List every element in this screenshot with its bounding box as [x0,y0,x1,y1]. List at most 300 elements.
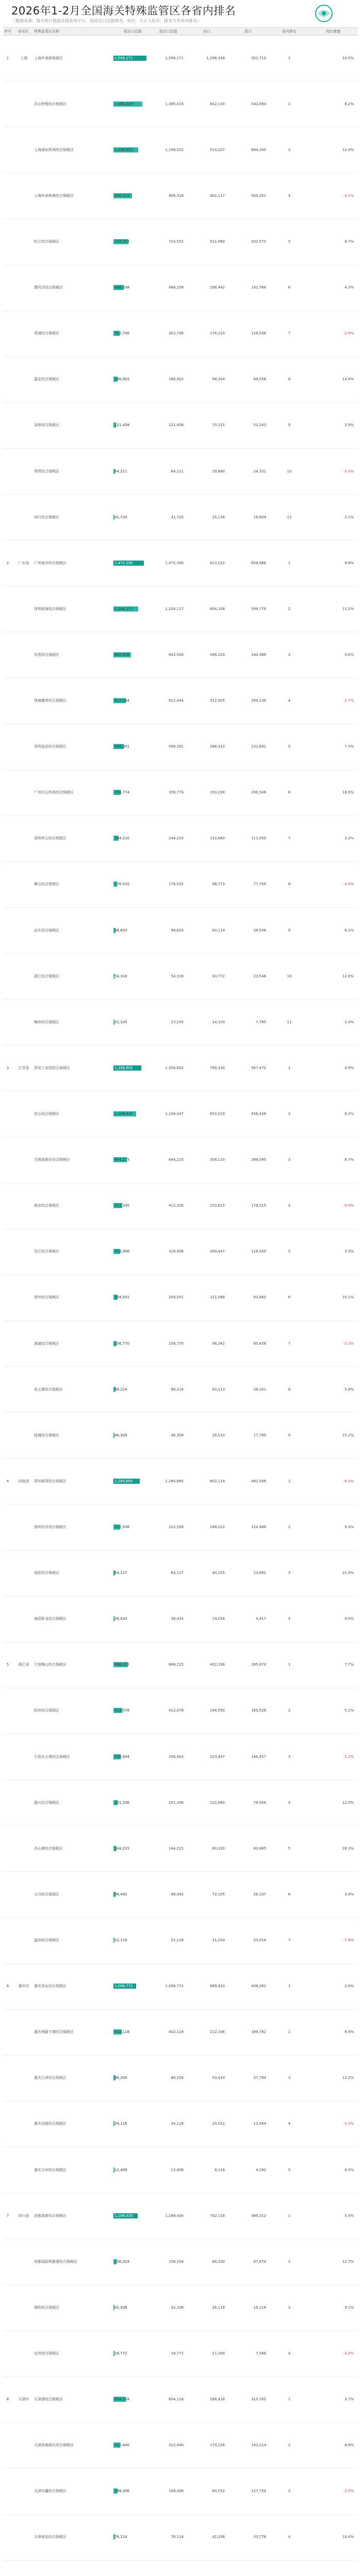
row-zone-name: 湛江综合保税区 [34,974,59,978]
row-total-value: 644,215 [114,1158,129,1162]
row-rank: 6 [288,790,291,795]
table-header [3,27,358,36]
row-export: 842,130 [210,101,225,106]
row-yoy-rate: 18.9% [342,790,354,795]
table-row [3,1963,358,2010]
row-zone-name: 盐城综合保税区 [34,1433,59,1437]
row-import: 83,885 [253,1846,266,1851]
table-row [3,218,358,265]
row-rank: 6 [288,1295,291,1300]
table-row [3,448,358,495]
row-import: 13,564 [253,2122,266,2126]
header-province: 省市区 [18,29,29,33]
row-rank: 1 [288,1065,291,1070]
row-index: 5 [6,1663,9,1667]
table-row [3,35,358,81]
row-export: 1,296,458 [206,56,225,60]
row-export: 28,510 [212,1433,225,1437]
row-import: 344,386 [251,652,266,657]
row-total-value-text: 121,458 [169,423,184,428]
row-rank: 4 [288,1800,291,1805]
row-yoy-rate: -2.8% [343,331,354,336]
table-row [3,1275,358,1321]
row-export: 11,204 [212,2351,225,2355]
row-rank: 7 [288,1341,291,1346]
row-yoy-rate: 6.8% [344,2443,354,2448]
row-zone-name: 南阳卧龙综合保税区 [34,1617,67,1621]
row-import: 146,457 [251,1754,266,1759]
table-row [3,540,358,586]
row-yoy-rate: -1.2% [343,1754,354,1759]
logo-icon [307,3,340,24]
row-total-value-text: 18,772 [171,2351,184,2355]
row-export: 170,226 [210,2443,225,2448]
header-total-value-2: 进出口总值 [159,29,177,33]
row-yoy-rate: 15.2% [342,1433,354,1437]
table-row [3,2193,358,2239]
row-yoy-rate: 6.1% [344,928,354,933]
row-rank: 1 [288,1984,291,1989]
row-total-value: 842,506 [114,652,129,657]
table-row [3,127,358,173]
row-import: 206,546 [251,790,266,795]
row-total-value-text: 34,116 [171,2122,184,2126]
row-rank: 2 [288,1525,291,1530]
row-rank: 7 [288,836,291,841]
row-zone-name: 郑州经开综合保税区 [34,1525,67,1530]
row-import: 126,536 [251,331,266,336]
row-total-value: 176,532 [114,882,129,887]
row-total-value: 12,408 [114,2167,127,2172]
row-zone-name: 松江综合保税区 [34,239,59,244]
row-yoy-rate: 10.5% [342,56,354,60]
row-import: 231,891 [251,744,266,749]
row-total-value-text: 22,105 [171,1020,184,1024]
table-row [3,2147,358,2193]
row-import: 456,428 [251,1112,266,1116]
row-export: 31,204 [212,1938,225,1942]
row-total-value-text: 644,215 [169,1158,184,1162]
row-total-value: 1,385,024 [114,101,133,106]
table-row [3,1642,358,1688]
row-total-value: 498,301 [114,744,129,749]
table-row [3,1183,358,1229]
row-total-value: 22,105 [114,1020,127,1024]
row-total-value-text: 41,720 [171,515,184,519]
table-row [3,816,358,862]
row-import: 315,702 [251,2397,266,2402]
row-yoy-rate: 9.8% [344,561,354,565]
table-row [3,1688,358,1734]
row-total-value-text: 12,408 [171,2167,184,2172]
row-export: 604,338 [210,606,225,611]
row-rank: 4 [288,2351,291,2355]
row-total-value-text: 52,118 [171,1938,184,1942]
row-export: 40,225 [212,1571,225,1575]
row-yoy-rate: -3.3% [343,2122,354,2126]
row-total-value-text: 356,904 [169,1754,184,1759]
row-total-value: 41,720 [114,515,127,519]
row-province: 重庆市 [18,1984,29,1989]
table-row [3,1596,358,1642]
row-zone-name: 舟山港综合保税区 [34,1846,63,1851]
row-export: 813,522 [210,561,225,565]
row-import: 178,515 [251,1204,266,1208]
row-total-value: 64,211 [114,469,127,473]
row-zone-name: 佛山综合保税区 [34,882,59,887]
row-rank: 3 [288,1158,291,1162]
row-yoy-rate: -3.1% [343,193,354,198]
row-total-value: 688,215 [114,1663,129,1667]
row-total-value: 144,215 [114,1846,129,1851]
row-total-value-text: 54,318 [171,974,184,978]
row-import: 124,486 [251,1525,266,1530]
row-zone-name: 成都高新综合保税区 [34,2213,67,2218]
row-yoy-rate: -2.3% [343,1341,354,1346]
table-row [3,402,358,449]
row-import: 37,794 [253,2076,266,2080]
table-row [3,173,358,219]
row-total-value-text: 412,078 [169,1708,184,1713]
row-total-value: 156,204 [114,2259,129,2264]
row-import: 83,463 [253,1295,266,1300]
row-yoy-rate: 5.6% [344,652,354,657]
row-import: 17,799 [253,1433,266,1437]
page-subtitle: （数据来源：海关统计数据在线查询平台，按进出口总值排名，单位：万元人民币，排名为各省内排名） [11,19,201,23]
table-row [3,724,358,770]
row-export: 60,114 [212,928,225,933]
row-total-value: 34,116 [114,2122,127,2126]
row-total-value-text: 144,215 [169,1846,184,1851]
row-province: 广东省 [18,561,29,565]
header-export: 出口 [203,29,210,33]
row-zone-name: 重庆江津综合保税区 [34,2076,67,2080]
table-row [3,2009,358,2056]
row-rank: 1 [288,2213,291,2218]
row-import: 7,568 [255,2351,266,2355]
row-yoy-rate: 4.9% [344,1065,354,1070]
table-row [3,2468,358,2515]
table-row [3,953,358,999]
row-total-value-text: 98,620 [171,928,184,933]
row-total-value: 18,772 [114,2351,127,2355]
row-rank: 3 [288,147,291,152]
row-total-value-text: 204,551 [169,1295,184,1300]
row-total-value: 412,078 [114,1708,129,1713]
row-rank: 1 [288,1663,291,1667]
row-yoy-rate: 2.6% [344,1984,354,1989]
row-rank: 4 [288,699,291,703]
row-total-value-text: 244,210 [169,836,184,841]
row-province: 上海 [20,56,27,60]
row-zone-name: 嘉兴综合保税区 [34,1800,59,1805]
row-total-value-text: 498,301 [169,744,184,749]
row-yoy-rate: 10.1% [342,1295,354,1300]
row-zone-name: 漕河泾综合保税区 [34,285,63,290]
header-province-rank: 省内排名 [282,29,297,33]
table-row [3,632,358,678]
row-rank: 9 [288,928,291,933]
row-rank: 4 [288,193,291,198]
row-yoy-rate: 8.9% [344,2030,354,2035]
row-import: 38,506 [253,928,266,933]
row-total-value: 98,620 [114,928,127,933]
table-row [3,586,358,632]
row-zone-name: 义乌综合保税区 [34,1892,59,1896]
row-total-value-text: 612,044 [169,699,184,703]
row-import: 77,759 [253,882,266,887]
table-row [3,2514,358,2561]
table-row [3,1917,358,1963]
table-row [3,2422,358,2469]
row-export: 402,336 [210,1663,225,1667]
row-zone-name: 广州白云机场综合保税区 [34,790,74,795]
row-total-value: 1,198,552 [114,147,133,152]
row-zone-name: 郑州新郑综合保税区 [34,1479,67,1483]
row-rank: 11 [287,515,292,519]
header-total-value: 进出口总值 [123,29,142,33]
row-zone-name: 重庆西永综合保税区 [34,1984,67,1989]
row-yoy-rate: 6.7% [344,239,354,244]
table-row [3,1045,358,1091]
row-export: 233,815 [210,1204,225,1208]
row-index: 1 [6,56,9,60]
row-yoy-rate: 12.4% [342,147,354,152]
row-total-value-text: 312,440 [169,2443,184,2448]
row-yoy-rate: 3.5% [344,1249,354,1254]
row-import: 142,214 [251,2443,266,2448]
row-yoy-rate: 1.4% [344,1020,354,1024]
row-zone-name: 苏州工业园综合保税区 [34,1065,70,1070]
row-export: 702,118 [210,2213,225,2218]
row-rank: 6 [288,1892,291,1896]
row-total-value-text: 412,330 [169,1204,184,1208]
row-yoy-rate: 9.1% [344,2305,354,2310]
row-rank: 7 [288,1938,291,1942]
row-total-value-text: 98,442 [171,1892,184,1896]
row-rank: 8 [288,882,291,887]
row-total-value-text: 688,215 [169,1663,184,1667]
row-total-value-text: 156,770 [169,1341,184,1346]
row-total-value-text: 176,532 [169,882,184,887]
row-total-value: 724,553 [114,239,129,244]
row-yoy-rate: -5.4% [343,469,354,473]
row-total-value-text: 312,508 [169,1525,184,1530]
row-rank: 2 [288,1112,291,1116]
row-total-value-text: 1,599,171 [165,56,184,60]
row-import: 7,785 [255,1020,266,1024]
table-row [3,861,358,908]
row-zone-name: 重庆两路寸滩综合保税区 [34,2030,74,2035]
row-province: 天津市 [18,2397,29,2402]
row-import: 504,201 [251,193,266,198]
row-rank: 1 [288,2397,291,2402]
row-zone-name: 宜宾综合保税区 [34,2351,59,2355]
row-province: 四川省 [18,2213,29,2218]
row-import: 24,331 [253,469,266,473]
row-rank: 3 [288,2489,291,2494]
row-zone-name: 无锡高新区综合保税区 [34,1158,70,1162]
row-total-value-text: 156,204 [169,2259,184,2264]
header-zone-name: 特殊监管区名称 [34,29,59,33]
table-row [3,1229,358,1275]
row-province: 河南省 [18,1479,29,1483]
row-yoy-rate: 7.3% [344,744,354,749]
row-import: 111,550 [251,836,266,841]
row-import: 4,292 [255,2167,266,2172]
row-zone-name: 绵阳综合保税区 [34,2305,59,2310]
row-import: 599,779 [251,606,266,611]
row-rank: 10 [287,974,292,978]
row-zone-name: 上海浦东机场综合保税区 [34,147,74,152]
table-row [3,2101,358,2147]
row-export: 26,118 [212,2305,225,2310]
row-export: 356,120 [210,1158,225,1162]
row-index: 2 [6,561,9,565]
row-total-value: 412,330 [114,1204,129,1208]
row-total-value-text: 1,472,390 [165,561,184,565]
row-total-value: 1,188,430 [114,2213,133,2218]
table-row [3,1366,358,1413]
row-zone-name: 南京综合保税区 [34,1204,59,1208]
row-zone-name: 重庆涪陵综合保税区 [34,2122,67,2126]
row-export: 521,980 [210,239,225,244]
row-export: 60,330 [212,1846,225,1851]
row-total-value: 188,306 [114,2489,129,2494]
row-yoy-rate: 5.1% [344,1708,354,1713]
row-export: 88,330 [212,2259,225,2264]
row-export: 402,117 [210,193,225,198]
row-zone-name: 青浦综合保税区 [34,331,59,336]
row-rank: 3 [288,652,291,657]
row-yoy-rate: 2.1% [344,515,354,519]
row-total-value: 402,118 [114,2030,129,2035]
row-yoy-rate: 4.0% [344,1617,354,1621]
row-export: 188,022 [210,1525,225,1530]
row-yoy-rate: 3.2% [344,836,354,841]
table-row [3,311,358,357]
row-rank: 4 [288,1204,291,1208]
row-zone-name: 宁波北仑港综合保税区 [34,1754,70,1759]
row-yoy-rate: 11.2% [342,606,354,611]
header-yoy-rate: 同比增速 [326,29,340,33]
row-export: 210,447 [210,1754,225,1759]
row-zone-name: 深圳盐田综合保税区 [34,744,67,749]
row-yoy-rate: 14.6% [342,377,354,382]
row-total-value: 76,114 [114,2535,127,2539]
row-export: 266,410 [210,744,225,749]
row-rank: 9 [288,1433,291,1437]
row-export: 246,550 [210,1708,225,1713]
row-zone-name: 上海外高桥保税区 [34,56,63,60]
row-export: 132,660 [210,836,225,841]
row-total-value-text: 188,306 [169,2489,184,2494]
row-total-value: 201,336 [114,1800,129,1805]
row-import: 26,337 [253,1892,266,1896]
row-total-value: 52,118 [114,1938,127,1942]
row-import: 16,604 [253,515,266,519]
table-row [3,2560,358,2576]
row-zone-name: 广州南沙综合保税区 [34,561,67,565]
row-export: 72,105 [212,1892,225,1896]
row-import: 67,874 [253,2259,266,2264]
row-zone-name: 常州综合保税区 [34,1295,59,1300]
row-zone-name: 南通综合保税区 [34,1341,59,1346]
row-rank: 2 [288,2443,291,2448]
row-import: 78,456 [253,1800,266,1805]
row-total-value: 1,472,390 [114,561,133,565]
row-yoy-rate: 3.4% [344,1892,354,1896]
row-zone-name: 汕头综合保税区 [34,928,59,933]
row-export: 20,552 [212,2122,225,2126]
row-export: 25,116 [212,515,225,519]
row-total-value-text: 186,902 [169,377,184,382]
row-rank: 4 [288,1617,291,1621]
row-rank: 11 [287,1020,292,1024]
row-total-value: 42,336 [114,2305,127,2310]
row-zone-name: 宁波梅山综合保税区 [34,1663,67,1667]
row-total-value: 98,442 [114,1892,127,1896]
row-rank: 1 [288,56,291,60]
row-rank: 5 [288,2167,291,2172]
row-total-value-text: 88,204 [171,2076,184,2080]
row-total-value: 1,284,660 [114,1479,133,1483]
row-zone-name: 吴江综合保税区 [34,1249,59,1254]
row-export: 212,336 [210,2030,225,2035]
row-import: 299,139 [251,699,266,703]
row-rank: 2 [288,2030,291,2035]
row-zone-name: 杭州综合保税区 [34,1708,59,1713]
row-total-value-text: 88,214 [171,1387,184,1392]
table-row [3,81,358,127]
row-total-value: 612,044 [114,699,129,703]
row-yoy-rate: -4.6% [343,882,354,887]
row-yoy-rate: 21.4% [342,1571,354,1575]
row-province: 江苏省 [18,1065,29,1070]
row-total-value: 356,774 [114,790,129,795]
row-yoy-rate: 5.4% [344,2213,354,2218]
row-yoy-rate: 26.3% [342,1846,354,1851]
row-rank: 7 [288,331,291,336]
table-row [3,2330,358,2377]
row-index: 4 [6,1479,9,1483]
row-zone-name: 东莞综合保税区 [34,652,59,657]
row-index: 8 [6,2397,9,2402]
row-yoy-rate: 11.0% [342,1800,354,1805]
table-row [3,1780,358,1826]
table-row [3,265,358,311]
table-row [3,1825,358,1872]
row-zone-name: 温州综合保税区 [34,1938,59,1942]
row-zone-name: 珠海横琴综合保税区 [34,699,67,703]
row-import: 60,428 [253,1341,266,1346]
header-index: 序号 [4,29,11,33]
row-rank: 2 [288,606,291,611]
row-total-value-text: 64,117 [171,1571,184,1575]
row-export: 296,442 [210,285,225,290]
row-yoy-rate: -2.5% [343,2489,354,2494]
row-rank: 9 [288,423,291,428]
row-total-value-text: 1,188,430 [165,2213,184,2218]
table-row [3,1412,358,1459]
row-rank: 8 [288,377,291,382]
row-yoy-rate: 10.4% [342,2535,354,2539]
row-yoy-rate: -6.4% [343,1479,354,1483]
row-import: 33,778 [253,2535,266,2539]
row-total-value-text: 46,309 [171,1433,184,1437]
row-total-value-text: 488,208 [169,285,184,290]
table-row [3,1091,358,1137]
